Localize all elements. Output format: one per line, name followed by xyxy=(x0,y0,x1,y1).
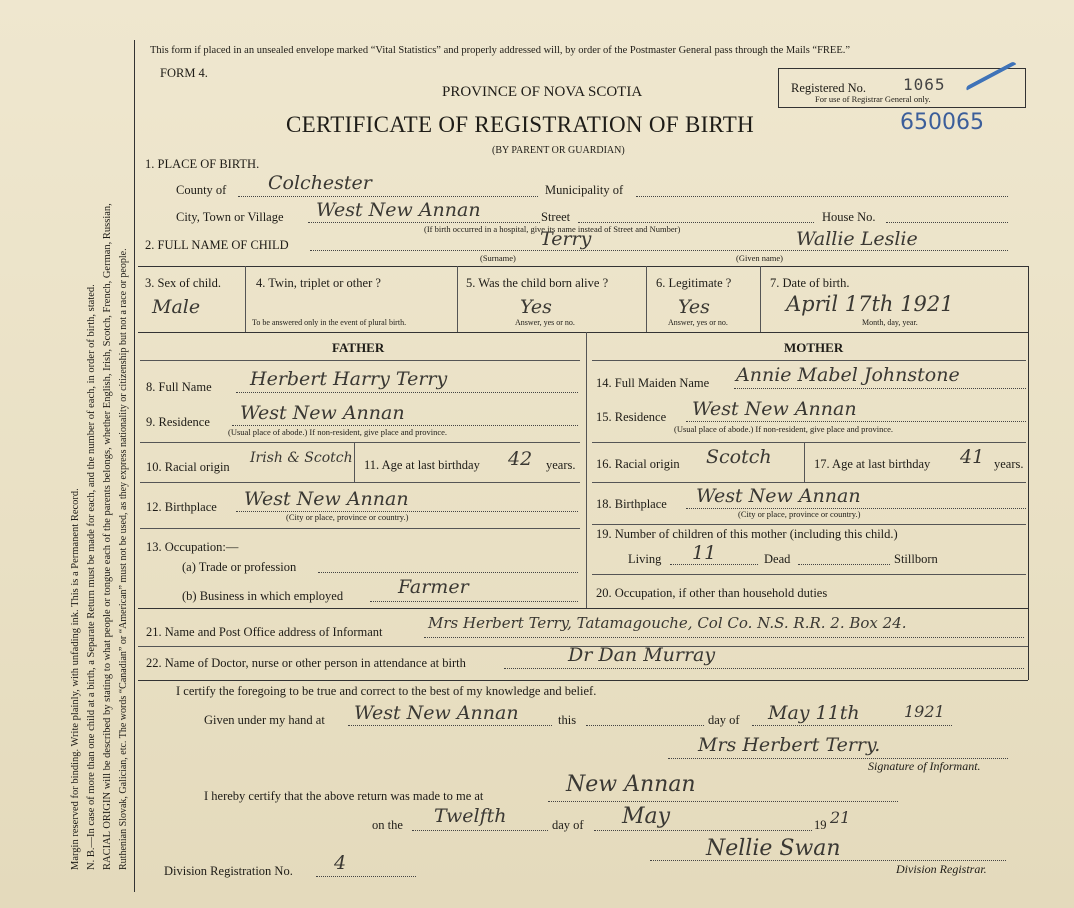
stillborn-label: Stillborn xyxy=(894,552,938,566)
informant-signature: Mrs Herbert Terry. xyxy=(698,734,881,756)
sex-label: 3. Sex of child. xyxy=(145,276,222,290)
father-age-value: 42 xyxy=(508,448,533,470)
informant-label: 21. Name and Post Office address of Informant xyxy=(146,625,383,639)
registered-number: 1065 xyxy=(903,75,946,94)
county-label: County of xyxy=(176,183,227,197)
form-number: FORM 4. xyxy=(160,66,208,80)
mother-residence-note: (Usual place of abode.) If non-resident, give place and province. xyxy=(674,424,894,434)
alive-value: Yes xyxy=(520,296,552,318)
mother-name-value: Annie Mabel Johnstone xyxy=(736,364,960,386)
house-label: House No. xyxy=(822,210,876,224)
mother-race-value: Scotch xyxy=(706,446,772,468)
father-race-label: 10. Racial origin xyxy=(146,460,230,474)
signature-caption: Signature of Informant. xyxy=(868,759,981,773)
legit-label: 6. Legitimate ? xyxy=(656,276,732,290)
registrar-use-note: For use of Registrar General only. xyxy=(815,94,931,104)
father-birthplace-note: (City or place, province or country.) xyxy=(286,512,409,522)
margin-rule xyxy=(134,40,135,892)
mother-occupation-label: 20. Occupation, if other than household duties xyxy=(596,586,828,600)
registered-label: Registered No. xyxy=(791,81,866,95)
margin-note-4: Ruthenian Slovak, Galician, etc. The words “Canadian” or “American” must not be used, as they express nationality or citizenship but not a race or people. xyxy=(118,248,129,870)
certify-year: 1921 xyxy=(904,702,945,721)
day-of-label-2: day of xyxy=(552,818,584,832)
day-of-label: day of xyxy=(708,713,740,727)
birth-date-value: April 17th 1921 xyxy=(786,292,954,316)
father-birthplace-label: 12. Birthplace xyxy=(146,500,217,514)
child-name-label: 2. FULL NAME OF CHILD xyxy=(145,238,289,252)
alive-note: Answer, yes or no. xyxy=(515,318,575,327)
city-value: West New Annan xyxy=(316,199,481,221)
registrar-year-prefix: 19 xyxy=(814,818,827,832)
living-label: Living xyxy=(628,552,662,566)
margin-note-2: N. B.—In case of more than one child at a birth, a Separate Return must be made for each, and the number of each, in order of birth, stated. xyxy=(86,284,97,870)
twin-note: To be answered only in the event of plural birth. xyxy=(252,318,407,327)
this-label: this xyxy=(558,713,577,727)
street-label: Street xyxy=(541,210,571,224)
father-race-value: Irish & Scotch xyxy=(250,450,353,466)
business-value: Farmer xyxy=(398,576,469,598)
mother-residence-label: 15. Residence xyxy=(596,410,667,424)
county-value: Colchester xyxy=(268,172,372,194)
father-birthplace-value: West New Annan xyxy=(244,488,409,510)
registrar-day: Twelfth xyxy=(434,805,507,827)
father-residence-note: (Usual place of abode.) If non-resident, give place and province. xyxy=(228,427,448,437)
doctor-label: 22. Name of Doctor, nurse or other person in attendance at birth xyxy=(146,656,466,670)
father-age-label: 11. Age at last birthday xyxy=(364,458,480,472)
twin-label: 4. Twin, triplet or other ? xyxy=(256,276,381,290)
mother-birthplace-label: 18. Birthplace xyxy=(596,497,667,511)
postal-note: This form if placed in an unsealed envelope marked “Vital Statistics” and properly addressed will, by order of the Postmaster General pass through the Mails “FREE.” xyxy=(150,45,851,56)
blue-check-mark xyxy=(965,61,1021,100)
city-label: City, Town or Village xyxy=(176,210,284,224)
informant-value: Mrs Herbert Terry, Tatamagouche, Col Co. N.S. R.R. 2. Box 24. xyxy=(428,614,907,632)
mother-residence-value: West New Annan xyxy=(692,398,857,420)
surname-caption: (Surname) xyxy=(480,253,516,263)
business-label: (b) Business in which employed xyxy=(182,589,344,603)
date-note: Month, day, year. xyxy=(862,318,918,327)
sex-value: Male xyxy=(152,296,201,318)
registrar-year-suffix: 21 xyxy=(830,808,851,827)
father-residence-label: 9. Residence xyxy=(146,415,210,429)
legit-value: Yes xyxy=(678,296,710,318)
child-surname: Terry xyxy=(540,228,592,250)
children-count-label: 19. Number of children of this mother (including this child.) xyxy=(596,527,898,541)
mother-name-label: 14. Full Maiden Name xyxy=(596,376,710,390)
division-number: 4 xyxy=(334,852,347,874)
division-label: Division Registration No. xyxy=(164,864,293,878)
mother-birthplace-value: West New Annan xyxy=(696,485,861,507)
registered-box xyxy=(778,68,1026,108)
registrar-place: New Annan xyxy=(566,772,696,797)
trade-label: (a) Trade or profession xyxy=(182,560,297,574)
registrar-month: May xyxy=(622,804,671,829)
certify-date: May 11th xyxy=(768,702,860,724)
mother-age-value: 41 xyxy=(960,446,985,468)
page-title: CERTIFICATE OF REGISTRATION OF BIRTH xyxy=(286,112,755,137)
mother-age-label: 17. Age at last birthday xyxy=(814,457,931,471)
page-subtitle: (BY PARENT OR GUARDIAN) xyxy=(492,145,625,156)
mother-years-label: years. xyxy=(994,457,1024,471)
father-years-label: years. xyxy=(546,458,576,472)
child-given-name: Wallie Leslie xyxy=(796,228,918,250)
mother-race-label: 16. Racial origin xyxy=(596,457,680,471)
living-value: 11 xyxy=(692,542,717,564)
given-under-label: Given under my hand at xyxy=(204,713,325,727)
on-the-label: on the xyxy=(372,818,403,832)
given-caption: (Given name) xyxy=(736,253,783,263)
father-residence-value: West New Annan xyxy=(240,402,405,424)
mother-heading: MOTHER xyxy=(784,340,844,355)
dead-label: Dead xyxy=(764,552,791,566)
margin-note-1: Margin reserved for binding. Write plainly, with unfading ink. This is a Permanent Record. xyxy=(70,488,81,870)
municipality-label: Municipality of xyxy=(545,183,624,197)
legit-note: Answer, yes or no. xyxy=(668,318,728,327)
mother-birthplace-note: (City or place, province or country.) xyxy=(738,509,861,519)
father-heading: FATHER xyxy=(332,340,385,355)
occupation-label: 13. Occupation:— xyxy=(146,540,239,554)
registrar-statement: I hereby certify that the above return was made to me at xyxy=(204,789,484,803)
certify-statement: I certify the foregoing to be true and correct to the best of my knowledge and belief. xyxy=(176,684,597,698)
registrar-signature: Nellie Swan xyxy=(706,836,841,861)
margin-note-3: RACIAL ORIGIN will be described by stating to what people or tongue each of the parents belongs, whether English, Irish, Scotch, French, German, Russian, xyxy=(102,203,113,870)
given-place: West New Annan xyxy=(354,702,519,724)
serial-number: 650065 xyxy=(900,110,984,135)
father-name-value: Herbert Harry Terry xyxy=(250,368,448,390)
alive-label: 5. Was the child born alive ? xyxy=(466,276,609,290)
province-heading: PROVINCE OF NOVA SCOTIA xyxy=(442,84,643,100)
place-heading: 1. PLACE OF BIRTH. xyxy=(145,157,260,171)
father-name-label: 8. Full Name xyxy=(146,380,212,394)
date-label: 7. Date of birth. xyxy=(770,276,850,290)
hospital-note: (If birth occurred in a hospital, give its name instead of Street and Number) xyxy=(424,224,681,234)
registrar-caption: Division Registrar. xyxy=(896,862,987,876)
doctor-value: Dr Dan Murray xyxy=(568,644,716,666)
